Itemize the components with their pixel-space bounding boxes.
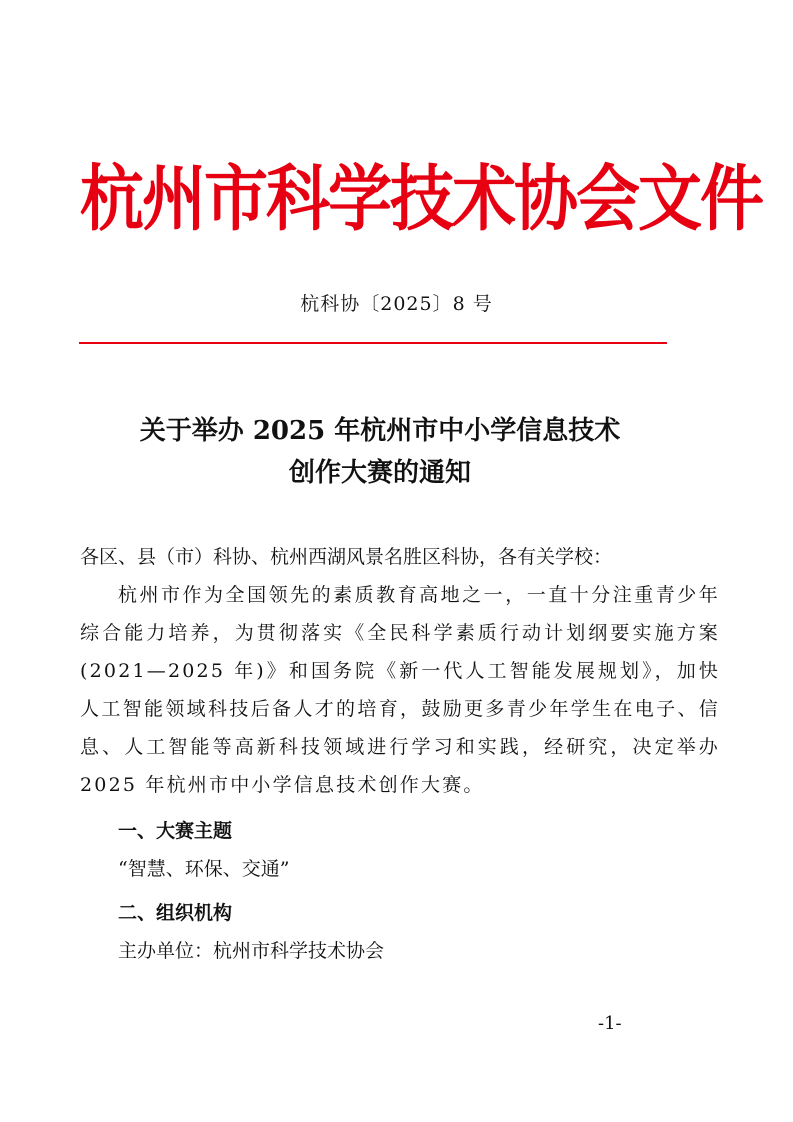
document-body <box>80 538 720 970</box>
page-number: -1- <box>598 1013 622 1034</box>
issuing-org-title: 杭州市科学技术协会文件 <box>80 157 762 242</box>
notice-title <box>80 410 680 494</box>
intro-paragraph: 杭州市作为全国领先的素质教育高地之一，一直十分注重青少年综合能力培养，为贯彻落实《全民科学素质行动计划纲要实施方案(2021—2025 年)》和国务院《新一代人工智能发展规划》，加快人工智能领域科技后备人才的培育，鼓励更多青少年学生在电子、信息、人工智能等高新科技领域进行学习和实践，经研究，决定举办 2025 年杭州市中小学信息技术创作大赛。 <box>80 584 720 796</box>
addressee: 各区、县（市）科协、杭州西湖风景名胜区科协，各有关学校： <box>80 546 613 568</box>
section-1-heading: 一、大赛主题 <box>118 820 233 842</box>
section-2-content: 主办单位：杭州市科学技术协会 <box>118 940 385 962</box>
document-number: 杭科协〔2025〕8 号 <box>300 293 493 315</box>
section-1-content: “智慧、环保、交通” <box>118 858 290 880</box>
notice-title-line-1: 关于举办 2025 年杭州市中小学信息技术 <box>139 416 621 446</box>
section-2-heading: 二、组织机构 <box>118 902 233 924</box>
notice-title-line-2: 创作大赛的通知 <box>288 458 471 488</box>
red-divider <box>79 342 667 344</box>
